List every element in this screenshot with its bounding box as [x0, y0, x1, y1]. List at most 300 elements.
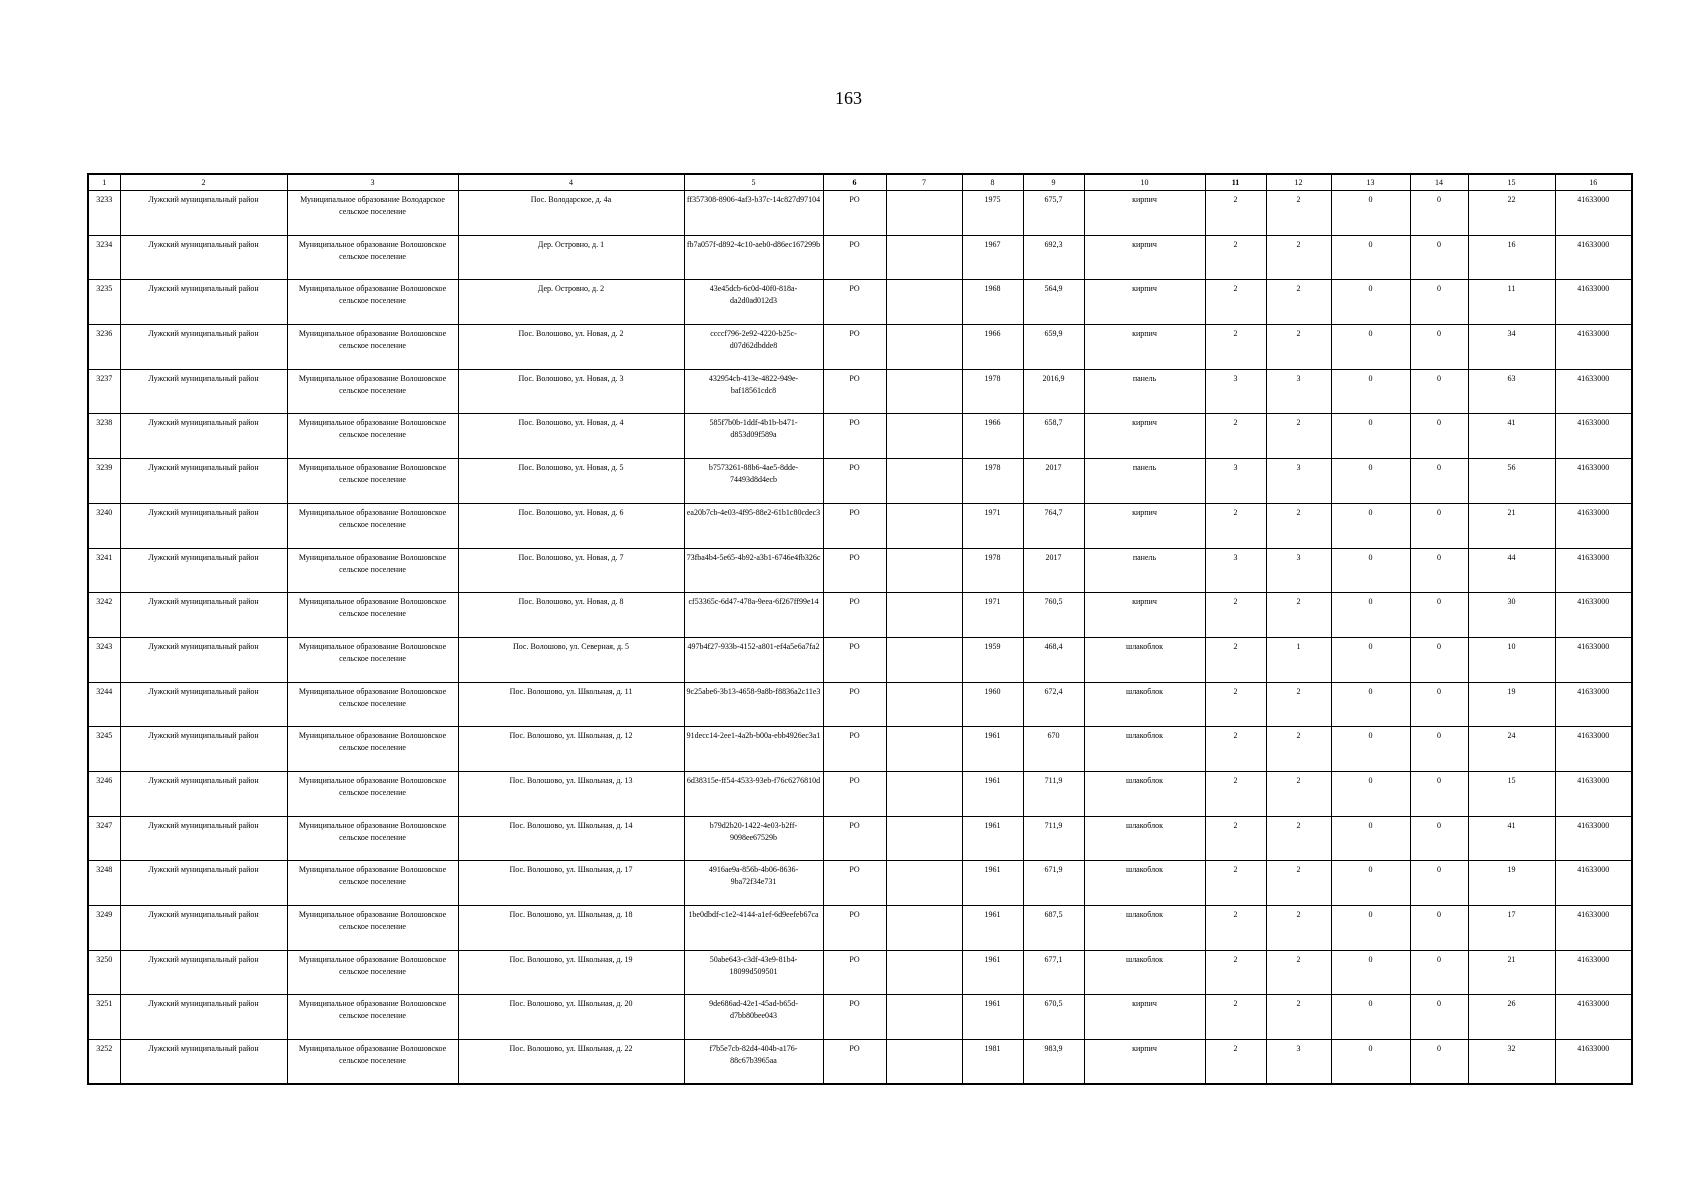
table-cell-col-15: 34 [1468, 325, 1555, 370]
table-cell-col-6: РО [823, 637, 886, 682]
table-cell-col-4: Пос. Волошово, ул. Новая, д. 2 [458, 325, 684, 370]
table-cell-col-12: 2 [1266, 995, 1331, 1040]
table-cell-col-11: 2 [1205, 682, 1266, 727]
table-cell-col-15: 56 [1468, 459, 1555, 504]
table-cell-col-16: 41633000 [1555, 548, 1632, 593]
table-cell-col-16: 41633000 [1555, 414, 1632, 459]
table-cell-col-4: Пос. Волошово, ул. Школьная, д. 14 [458, 816, 684, 861]
table-cell-col-2: Лужский муниципальный район [120, 950, 287, 995]
table-cell-col-2: Лужский муниципальный район [120, 548, 287, 593]
table-cell-col-16: 41633000 [1555, 727, 1632, 772]
table-cell-col-16: 41633000 [1555, 503, 1632, 548]
table-cell-col-16: 41633000 [1555, 593, 1632, 638]
table-cell-col-16: 41633000 [1555, 816, 1632, 861]
table-cell-col-1: 3238 [88, 414, 120, 459]
table-cell-col-6: РО [823, 1040, 886, 1085]
table-cell-col-6: РО [823, 503, 886, 548]
table-cell-col-1: 3244 [88, 682, 120, 727]
table-cell-col-8: 1971 [962, 593, 1023, 638]
table-cell-col-11: 2 [1205, 637, 1266, 682]
table-cell-col-7 [886, 414, 962, 459]
table-cell-col-15: 63 [1468, 369, 1555, 414]
table-cell-col-1: 3241 [88, 548, 120, 593]
table-cell-col-7 [886, 503, 962, 548]
table-cell-col-14: 0 [1410, 369, 1468, 414]
table-cell-col-7 [886, 727, 962, 772]
table-cell-col-1: 3235 [88, 280, 120, 325]
table-cell-col-9: 711,9 [1023, 816, 1084, 861]
table-cell-col-12: 3 [1266, 459, 1331, 504]
table-cell-col-12: 2 [1266, 280, 1331, 325]
table-cell-col-7 [886, 369, 962, 414]
table-cell-col-12: 3 [1266, 369, 1331, 414]
page-number: 163 [835, 88, 862, 108]
table-cell-col-9: 2017 [1023, 548, 1084, 593]
table-cell-col-16: 41633000 [1555, 682, 1632, 727]
table-cell-col-7 [886, 771, 962, 816]
table-cell-col-9: 468,4 [1023, 637, 1084, 682]
table-cell-col-5: 9c25abe6-3b13-4658-9a8b-f8836a2c11e3 [684, 682, 823, 727]
column-header: 5 [684, 174, 823, 191]
table-row [88, 235, 1632, 280]
table-cell-col-14: 0 [1410, 593, 1468, 638]
table-cell-col-2: Лужский муниципальный район [120, 503, 287, 548]
table-header [88, 174, 1632, 191]
table-cell-col-5: 73fba4b4-5e65-4b92-a3b1-6746e4fb326c [684, 548, 823, 593]
table-cell-col-10: шлакоблок [1084, 950, 1205, 995]
table-cell-col-9: 687,5 [1023, 906, 1084, 951]
table-cell-col-3: Муниципальное образование Володарское сельское поселение [287, 191, 458, 236]
table-cell-col-15: 32 [1468, 1040, 1555, 1085]
table-cell-col-7 [886, 861, 962, 906]
table-cell-col-8: 1961 [962, 861, 1023, 906]
table-cell-col-10: кирпич [1084, 191, 1205, 236]
table-cell-col-7 [886, 950, 962, 995]
table-cell-col-1: 3248 [88, 861, 120, 906]
table-cell-col-14: 0 [1410, 682, 1468, 727]
table-cell-col-6: РО [823, 459, 886, 504]
table-cell-col-3: Муниципальное образование Волошовское сельское поселение [287, 727, 458, 772]
table-cell-col-12: 2 [1266, 950, 1331, 995]
table-cell-col-10: панель [1084, 369, 1205, 414]
table-cell-col-7 [886, 682, 962, 727]
table-cell-col-16: 41633000 [1555, 459, 1632, 504]
table-cell-col-4: Пос. Волошово, ул. Новая, д. 6 [458, 503, 684, 548]
table-cell-col-9: 2017 [1023, 459, 1084, 504]
table-cell-col-3: Муниципальное образование Волошовское сельское поселение [287, 235, 458, 280]
table-cell-col-10: шлакоблок [1084, 906, 1205, 951]
table-cell-col-3: Муниципальное образование Волошовское сельское поселение [287, 459, 458, 504]
table-cell-col-8: 1961 [962, 906, 1023, 951]
table-cell-col-7 [886, 816, 962, 861]
table-cell-col-10: кирпич [1084, 503, 1205, 548]
table-cell-col-15: 19 [1468, 861, 1555, 906]
table-cell-col-5: ea20b7cb-4e03-4f95-88e2-61b1c80cdec3 [684, 503, 823, 548]
table-cell-col-7 [886, 191, 962, 236]
table-cell-col-12: 2 [1266, 325, 1331, 370]
table-cell-col-12: 2 [1266, 771, 1331, 816]
table-cell-col-3: Муниципальное образование Волошовское сельское поселение [287, 637, 458, 682]
table-cell-col-4: Пос. Волошово, ул. Школьная, д. 22 [458, 1040, 684, 1085]
table-cell-col-6: РО [823, 548, 886, 593]
table-cell-col-12: 3 [1266, 548, 1331, 593]
table-cell-col-2: Лужский муниципальный район [120, 637, 287, 682]
table-cell-col-15: 10 [1468, 637, 1555, 682]
table-cell-col-6: РО [823, 816, 886, 861]
table-cell-col-13: 0 [1331, 191, 1410, 236]
table-cell-col-16: 41633000 [1555, 325, 1632, 370]
table-cell-col-4: Пос. Волошово, ул. Школьная, д. 19 [458, 950, 684, 995]
table-cell-col-14: 0 [1410, 548, 1468, 593]
column-header: 4 [458, 174, 684, 191]
table-row [88, 727, 1632, 772]
table-row [88, 459, 1632, 504]
table-cell-col-2: Лужский муниципальный район [120, 995, 287, 1040]
table-cell-col-12: 2 [1266, 191, 1331, 236]
table-cell-col-5: 91decc14-2ee1-4a2b-b00a-ebb4926ec3a1 [684, 727, 823, 772]
table-row [88, 414, 1632, 459]
table-cell-col-1: 3242 [88, 593, 120, 638]
table-cell-col-14: 0 [1410, 414, 1468, 459]
table-cell-col-12: 2 [1266, 727, 1331, 772]
table-cell-col-11: 2 [1205, 995, 1266, 1040]
table-cell-col-10: шлакоблок [1084, 637, 1205, 682]
table-cell-col-13: 0 [1331, 325, 1410, 370]
table-cell-col-14: 0 [1410, 727, 1468, 772]
table-cell-col-14: 0 [1410, 950, 1468, 995]
table-cell-col-13: 0 [1331, 1040, 1410, 1085]
table-row [88, 548, 1632, 593]
table-cell-col-13: 0 [1331, 816, 1410, 861]
column-header: 15 [1468, 174, 1555, 191]
table-cell-col-11: 2 [1205, 325, 1266, 370]
table-cell-col-15: 30 [1468, 593, 1555, 638]
table-cell-col-1: 3245 [88, 727, 120, 772]
table-cell-col-14: 0 [1410, 503, 1468, 548]
table-cell-col-1: 3247 [88, 816, 120, 861]
column-header: 1 [88, 174, 120, 191]
table-cell-col-11: 2 [1205, 503, 1266, 548]
table-cell-col-1: 3250 [88, 950, 120, 995]
table-cell-col-14: 0 [1410, 906, 1468, 951]
table-cell-col-12: 2 [1266, 235, 1331, 280]
table-cell-col-6: РО [823, 995, 886, 1040]
table-cell-col-7 [886, 325, 962, 370]
table-cell-col-12: 2 [1266, 503, 1331, 548]
table-cell-col-13: 0 [1331, 682, 1410, 727]
table-cell-col-3: Муниципальное образование Волошовское сельское поселение [287, 682, 458, 727]
table-cell-col-13: 0 [1331, 950, 1410, 995]
table-cell-col-2: Лужский муниципальный район [120, 727, 287, 772]
table-cell-col-4: Пос. Волошово, ул. Новая, д. 3 [458, 369, 684, 414]
table-cell-col-11: 2 [1205, 727, 1266, 772]
column-header: 2 [120, 174, 287, 191]
table-cell-col-10: кирпич [1084, 1040, 1205, 1085]
table-cell-col-7 [886, 459, 962, 504]
table-cell-col-13: 0 [1331, 503, 1410, 548]
table-cell-col-3: Муниципальное образование Волошовское сельское поселение [287, 280, 458, 325]
table-cell-col-13: 0 [1331, 861, 1410, 906]
table-cell-col-15: 41 [1468, 816, 1555, 861]
table-cell-col-14: 0 [1410, 325, 1468, 370]
table-cell-col-5: ff357308-8906-4af3-b37c-14c827d97104 [684, 191, 823, 236]
table-cell-col-11: 2 [1205, 593, 1266, 638]
table-cell-col-3: Муниципальное образование Волошовское сельское поселение [287, 593, 458, 638]
table-cell-col-12: 2 [1266, 861, 1331, 906]
table-cell-col-9: 983,9 [1023, 1040, 1084, 1085]
table-cell-col-14: 0 [1410, 191, 1468, 236]
table-cell-col-14: 0 [1410, 771, 1468, 816]
table-cell-col-15: 21 [1468, 503, 1555, 548]
table-cell-col-1: 3236 [88, 325, 120, 370]
table-row [88, 503, 1632, 548]
table-cell-col-11: 2 [1205, 771, 1266, 816]
table-cell-col-14: 0 [1410, 1040, 1468, 1085]
table-row [88, 682, 1632, 727]
table-cell-col-9: 670,5 [1023, 995, 1084, 1040]
table-cell-col-5: 585f7b0b-1ddf-4b1b-b471-d853d09f589a [684, 414, 823, 459]
table-cell-col-1: 3249 [88, 906, 120, 951]
table-cell-col-3: Муниципальное образование Волошовское сельское поселение [287, 503, 458, 548]
table-cell-col-2: Лужский муниципальный район [120, 280, 287, 325]
table-cell-col-16: 41633000 [1555, 1040, 1632, 1085]
table-cell-col-3: Муниципальное образование Волошовское сельское поселение [287, 548, 458, 593]
table-row [88, 950, 1632, 995]
table-cell-col-4: Пос. Волошово, ул. Северная, д. 5 [458, 637, 684, 682]
table-cell-col-1: 3233 [88, 191, 120, 236]
table-cell-col-5: fb7a057f-d892-4c10-aeb0-d86ec167299b [684, 235, 823, 280]
table-cell-col-4: Пос. Волошово, ул. Школьная, д. 12 [458, 727, 684, 772]
table-row [88, 1040, 1632, 1085]
column-header: 10 [1084, 174, 1205, 191]
table-cell-col-6: РО [823, 906, 886, 951]
table-cell-col-13: 0 [1331, 459, 1410, 504]
column-header: 13 [1331, 174, 1410, 191]
table-cell-col-7 [886, 1040, 962, 1085]
table-cell-col-2: Лужский муниципальный район [120, 682, 287, 727]
column-header: 12 [1266, 174, 1331, 191]
table-cell-col-10: кирпич [1084, 593, 1205, 638]
table-cell-col-16: 41633000 [1555, 950, 1632, 995]
table-cell-col-4: Пос. Волошово, ул. Школьная, д. 20 [458, 995, 684, 1040]
table-cell-col-11: 2 [1205, 414, 1266, 459]
table-cell-col-10: кирпич [1084, 995, 1205, 1040]
table-cell-col-8: 1959 [962, 637, 1023, 682]
table-cell-col-7 [886, 906, 962, 951]
table-cell-col-6: РО [823, 414, 886, 459]
table-cell-col-7 [886, 280, 962, 325]
table-cell-col-4: Пос. Волошово, ул. Новая, д. 5 [458, 459, 684, 504]
table-cell-col-8: 1981 [962, 1040, 1023, 1085]
table-cell-col-9: 672,4 [1023, 682, 1084, 727]
table-cell-col-8: 1961 [962, 771, 1023, 816]
table-cell-col-2: Лужский муниципальный район [120, 861, 287, 906]
table-row [88, 771, 1632, 816]
table-cell-col-10: кирпич [1084, 414, 1205, 459]
table-cell-col-3: Муниципальное образование Волошовское сельское поселение [287, 325, 458, 370]
table-row [88, 325, 1632, 370]
table-cell-col-10: кирпич [1084, 325, 1205, 370]
table-cell-col-5: cf53365c-6d47-478a-9eea-6f267ff99e14 [684, 593, 823, 638]
column-header: 9 [1023, 174, 1084, 191]
table-cell-col-1: 3234 [88, 235, 120, 280]
table-cell-col-14: 0 [1410, 816, 1468, 861]
table-cell-col-15: 21 [1468, 950, 1555, 995]
table-cell-col-6: РО [823, 682, 886, 727]
column-header: 3 [287, 174, 458, 191]
table-cell-col-14: 0 [1410, 995, 1468, 1040]
table-cell-col-9: 675,7 [1023, 191, 1084, 236]
table-cell-col-12: 2 [1266, 906, 1331, 951]
table-cell-col-13: 0 [1331, 771, 1410, 816]
table-cell-col-2: Лужский муниципальный район [120, 414, 287, 459]
table-row [88, 191, 1632, 236]
table-cell-col-6: РО [823, 593, 886, 638]
table-cell-col-10: кирпич [1084, 280, 1205, 325]
table-row [88, 861, 1632, 906]
table-cell-col-9: 711,9 [1023, 771, 1084, 816]
table-cell-col-13: 0 [1331, 637, 1410, 682]
table-cell-col-2: Лужский муниципальный район [120, 235, 287, 280]
table-cell-col-11: 2 [1205, 861, 1266, 906]
table-cell-col-11: 2 [1205, 816, 1266, 861]
table-cell-col-13: 0 [1331, 369, 1410, 414]
table-cell-col-13: 0 [1331, 548, 1410, 593]
table-cell-col-1: 3237 [88, 369, 120, 414]
table-cell-col-3: Муниципальное образование Волошовское сельское поселение [287, 414, 458, 459]
table-cell-col-15: 17 [1468, 906, 1555, 951]
table-cell-col-5: 50abe643-c3df-43e9-81b4-18099d509501 [684, 950, 823, 995]
table-cell-col-4: Пос. Волошово, ул. Школьная, д. 17 [458, 861, 684, 906]
table-cell-col-8: 1978 [962, 548, 1023, 593]
column-header: 6 [823, 174, 886, 191]
column-number-row [88, 174, 1632, 191]
table-cell-col-5: 43e45dcb-6c0d-40f0-818a-da2d0ad012d3 [684, 280, 823, 325]
table-cell-col-5: 6d38315e-ff54-4533-93eb-f76c6276810d [684, 771, 823, 816]
table-cell-col-6: РО [823, 861, 886, 906]
table-cell-col-5: 432954cb-413e-4822-949e-baf18561cdc8 [684, 369, 823, 414]
table-cell-col-10: шлакоблок [1084, 727, 1205, 772]
table-cell-col-6: РО [823, 235, 886, 280]
table-cell-col-2: Лужский муниципальный район [120, 459, 287, 504]
table-cell-col-15: 41 [1468, 414, 1555, 459]
table-cell-col-4: Пос. Волошово, ул. Школьная, д. 13 [458, 771, 684, 816]
table-cell-col-9: 692,3 [1023, 235, 1084, 280]
table-cell-col-8: 1978 [962, 369, 1023, 414]
table-cell-col-14: 0 [1410, 637, 1468, 682]
table-cell-col-11: 2 [1205, 235, 1266, 280]
table-cell-col-3: Муниципальное образование Волошовское сельское поселение [287, 1040, 458, 1085]
table-cell-col-8: 1961 [962, 727, 1023, 772]
table-cell-col-2: Лужский муниципальный район [120, 771, 287, 816]
table-cell-col-5: b79d2b20-1422-4e03-b2ff-9098ee67529b [684, 816, 823, 861]
table-cell-col-16: 41633000 [1555, 191, 1632, 236]
table-cell-col-12: 2 [1266, 682, 1331, 727]
table-cell-col-12: 3 [1266, 1040, 1331, 1085]
table-cell-col-5: 1be0dbdf-c1e2-4144-a1ef-6d9eefeb67ca [684, 906, 823, 951]
table-cell-col-16: 41633000 [1555, 637, 1632, 682]
table-cell-col-10: шлакоблок [1084, 682, 1205, 727]
table-cell-col-8: 1966 [962, 414, 1023, 459]
table-cell-col-11: 2 [1205, 191, 1266, 236]
table-cell-col-9: 564,9 [1023, 280, 1084, 325]
column-header: 7 [886, 174, 962, 191]
table-cell-col-8: 1961 [962, 995, 1023, 1040]
table-cell-col-9: 658,7 [1023, 414, 1084, 459]
table-cell-col-7 [886, 235, 962, 280]
table-cell-col-5: 4916ae9a-856b-4b06-8636-9ba72f34e731 [684, 861, 823, 906]
table-cell-col-7 [886, 995, 962, 1040]
table-cell-col-7 [886, 637, 962, 682]
table-cell-col-9: 670 [1023, 727, 1084, 772]
table-cell-col-3: Муниципальное образование Волошовское сельское поселение [287, 906, 458, 951]
table-cell-col-10: панель [1084, 548, 1205, 593]
column-header: 14 [1410, 174, 1468, 191]
table-cell-col-14: 0 [1410, 235, 1468, 280]
column-header: 8 [962, 174, 1023, 191]
table-row [88, 280, 1632, 325]
table-cell-col-4: Пос. Волошово, ул. Школьная, д. 11 [458, 682, 684, 727]
table-cell-col-6: РО [823, 727, 886, 772]
table-cell-col-10: кирпич [1084, 235, 1205, 280]
table-cell-col-16: 41633000 [1555, 235, 1632, 280]
table-cell-col-9: 2016,9 [1023, 369, 1084, 414]
table-cell-col-15: 19 [1468, 682, 1555, 727]
table-cell-col-10: панель [1084, 459, 1205, 504]
table-cell-col-16: 41633000 [1555, 369, 1632, 414]
table-cell-col-6: РО [823, 950, 886, 995]
table-cell-col-8: 1967 [962, 235, 1023, 280]
table-cell-col-3: Муниципальное образование Волошовское сельское поселение [287, 771, 458, 816]
table-row [88, 369, 1632, 414]
table-cell-col-4: Пос. Волошово, ул. Новая, д. 8 [458, 593, 684, 638]
table-cell-col-1: 3252 [88, 1040, 120, 1085]
table-cell-col-2: Лужский муниципальный район [120, 1040, 287, 1085]
table-cell-col-15: 15 [1468, 771, 1555, 816]
table-cell-col-6: РО [823, 369, 886, 414]
table-cell-col-12: 2 [1266, 816, 1331, 861]
table-row [88, 637, 1632, 682]
table-cell-col-13: 0 [1331, 414, 1410, 459]
table-cell-col-9: 764,7 [1023, 503, 1084, 548]
table-cell-col-4: Пос. Волошово, ул. Новая, д. 4 [458, 414, 684, 459]
table-cell-col-10: шлакоблок [1084, 771, 1205, 816]
table-cell-col-11: 3 [1205, 548, 1266, 593]
table-cell-col-1: 3240 [88, 503, 120, 548]
table-cell-col-6: РО [823, 280, 886, 325]
table-cell-col-3: Муниципальное образование Волошовское сельское поселение [287, 816, 458, 861]
table-cell-col-13: 0 [1331, 593, 1410, 638]
table-row [88, 995, 1632, 1040]
table-cell-col-15: 26 [1468, 995, 1555, 1040]
table-cell-col-11: 3 [1205, 369, 1266, 414]
table-cell-col-14: 0 [1410, 861, 1468, 906]
table-cell-col-11: 2 [1205, 950, 1266, 995]
table-cell-col-14: 0 [1410, 459, 1468, 504]
table-cell-col-9: 671,9 [1023, 861, 1084, 906]
table-cell-col-4: Дер. Островно, д. 1 [458, 235, 684, 280]
table-cell-col-16: 41633000 [1555, 861, 1632, 906]
table-cell-col-8: 1975 [962, 191, 1023, 236]
table-cell-col-2: Лужский муниципальный район [120, 816, 287, 861]
table-cell-col-5: 9de686ad-42e1-45ad-b65d-d7bb80bee043 [684, 995, 823, 1040]
table-cell-col-6: РО [823, 325, 886, 370]
table-cell-col-11: 2 [1205, 280, 1266, 325]
table-row [88, 906, 1632, 951]
table-cell-col-7 [886, 548, 962, 593]
table-cell-col-8: 1961 [962, 950, 1023, 995]
table-cell-col-13: 0 [1331, 235, 1410, 280]
